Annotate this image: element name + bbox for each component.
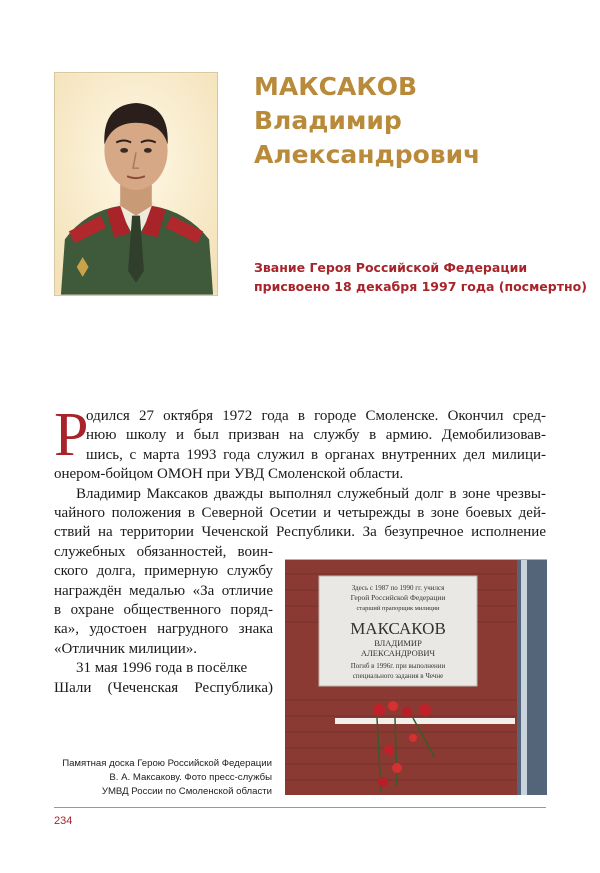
plaque-line-1: Здесь с 1987 по 1990 гг. учился <box>351 584 445 592</box>
text-line: нюю школу и был призван на службу в армию. Демобилизовав- <box>86 427 546 444</box>
text-line: ского долга, примерную службу <box>54 563 273 580</box>
plaque-name-3: АЛЕКСАНДРОВИЧ <box>360 648 436 658</box>
text-line: одился 27 октября 1972 года в городе Смоленске. Окончил сред- <box>86 408 546 424</box>
text-line: онером-бойцом ОМОН при УВД Смоленской области. <box>54 466 404 483</box>
text-line: чайного положения в Северной Осетии и четырежды в зоне боевых дей- <box>54 505 546 522</box>
caption-line-2: В. А. Максакову. Фото пресс-службы <box>109 772 272 783</box>
text-line: в охране общественного поряд- <box>54 602 273 619</box>
plaque-line-5: специального задания в Чечне <box>352 672 444 680</box>
drop-cap: Р <box>54 401 89 469</box>
text-line: награждён медалью «За отличие <box>54 582 273 599</box>
portrait-icon <box>55 73 217 295</box>
plaque-name-2: ВЛАДИМИР <box>374 638 422 648</box>
hero-surname: МАКСАКОВ <box>254 72 418 101</box>
award-statement <box>254 258 587 296</box>
text-line: шись, с марта 1993 года служил в органах внутренних дел милици- <box>86 446 546 463</box>
hero-portrait <box>54 72 218 296</box>
footer-divider <box>54 807 546 808</box>
hero-first-name: Владимир <box>254 106 402 135</box>
text-line: 31 мая 1996 года в посёлке <box>76 660 248 677</box>
page-number: 234 <box>54 815 73 827</box>
hero-name-title <box>254 70 480 172</box>
hero-patronymic: Александрович <box>254 140 481 169</box>
memorial-plaque-photo <box>285 559 547 795</box>
text-line: ствий на территории Чеченской Республики. За безупречное исполнение <box>54 524 546 541</box>
plaque-name-1: МАКСАКОВ <box>350 619 446 638</box>
plaque-line-2: Герой Российской Федерации <box>350 593 446 602</box>
plaque-photo-image <box>285 560 547 795</box>
text-line: Шали (Чеченская Республика) <box>54 679 273 696</box>
plaque-line-3: старший прапорщик милиции <box>356 605 440 612</box>
text-line: «Отличник милиции». <box>54 640 198 657</box>
text-line: служебных обязанностей, воин- <box>54 543 273 560</box>
text-line: Владимир Максаков дважды выполнял служебный долг в зоне чрезвы- <box>76 485 546 502</box>
caption-line-1: Памятная доска Герою Российской Федерации <box>62 758 272 769</box>
award-line-2: присвоено 18 декабря 1997 года (посмертно) <box>254 279 587 294</box>
photo-caption <box>54 757 272 799</box>
paragraph-1 <box>54 401 546 485</box>
text-line: ка», удостоен нагрудного знака <box>54 621 273 638</box>
plaque-line-4: Погиб в 1996г. при выполнении <box>350 662 446 670</box>
caption-line-3: УМВД России по Смоленской области <box>101 786 272 797</box>
award-line-1: Звание Героя Российской Федерации <box>254 260 528 275</box>
